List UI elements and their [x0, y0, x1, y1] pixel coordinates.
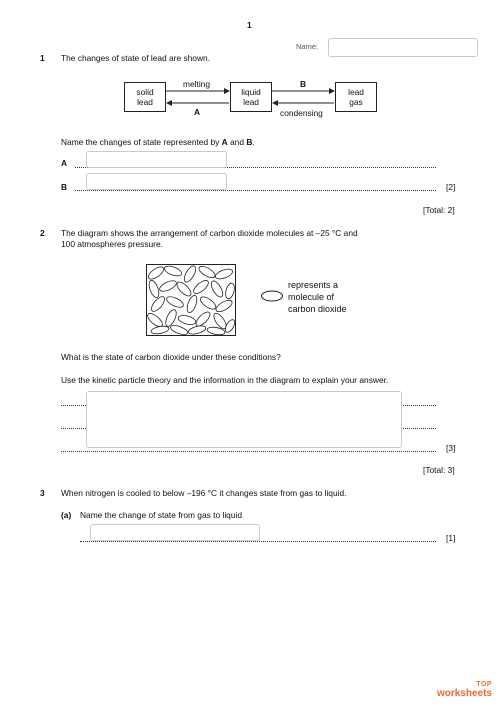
answer-b-input[interactable] [86, 173, 227, 190]
answer-a-input[interactable] [86, 151, 227, 168]
q1-total: [Total: 2] [423, 205, 455, 215]
label-melting: melting [183, 79, 210, 89]
q2-total: [Total: 3] [423, 465, 455, 475]
key-line1: represents a [288, 280, 339, 290]
q1-intro: The changes of state of lead are shown. [61, 53, 210, 63]
q2-marks: [3] [446, 443, 456, 453]
answer-b-line [75, 190, 436, 191]
top-worksheets-logo [437, 681, 492, 699]
logo-line1: TOP [476, 681, 492, 688]
q2-number: 2 [40, 228, 45, 238]
q2-answer-input[interactable] [86, 391, 402, 448]
logo-line2: worksheets [436, 688, 492, 699]
key-line3: carbon dioxide [288, 304, 347, 314]
q1-marks: [2] [446, 182, 456, 192]
page-number: 1 [247, 20, 252, 30]
co2-molecule-diagram [146, 264, 236, 336]
q1-prompt: Name the changes of state represented by A and B. [61, 137, 255, 147]
molecule-key-icon [260, 290, 284, 302]
box-lead-gas: lead gas [335, 82, 377, 112]
q3a-text: Name the change of state from gas to liquid [80, 510, 243, 520]
answer-b-label: B [61, 182, 68, 192]
q3a-marks: [1] [446, 533, 456, 543]
state-change-arrows [0, 0, 500, 130]
label-b: B [300, 79, 307, 89]
box-solid-lead: solid lead [124, 82, 166, 112]
key-line2: molecule of [288, 292, 335, 302]
q3a-answer-input[interactable] [90, 524, 260, 541]
label-a: A [194, 107, 201, 117]
q2-question: What is the state of carbon dioxide under these conditions? [61, 352, 281, 362]
q3-intro: When nitrogen is cooled to below –196 °C it changes state from gas to liquid. [61, 488, 347, 498]
box-liquid-lead: liquid lead [230, 82, 272, 112]
label-condensing: condensing [280, 108, 323, 118]
q3a-line [80, 541, 436, 542]
q3a-label: (a) [61, 510, 72, 520]
q2-instruction: Use the kinetic particle theory and the information in the diagram to explain your answer. [61, 375, 389, 385]
q2-intro-line2: 100 atmospheres pressure. [61, 239, 163, 249]
name-label: Name: [296, 42, 319, 51]
q3-number: 3 [40, 488, 45, 498]
q2-intro-line1: The diagram shows the arrangement of carbon dioxide molecules at –25 °C and [61, 228, 358, 238]
q2-line3 [61, 451, 436, 452]
q1-number: 1 [40, 53, 45, 63]
answer-a-label: A [61, 158, 68, 168]
